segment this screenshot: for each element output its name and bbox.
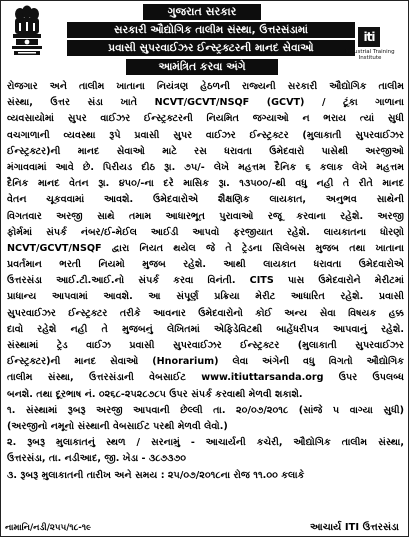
- body-line: દૈનિક માનદ વેતન રૂા. ૪૫૦/-ના દરે માસિક રૂા. ૧૩૫૦૦/-થી વધુ નહી તે રીતે માનદ: [7, 178, 404, 190]
- reference-number: નામાનિ/નડી/૨૫૫/૧૮-૧૯: [5, 523, 92, 533]
- body-line: વિગતવાર અરજી સાથે તમામ આધારભૂત પુરાવાઓ રજૂ કરવાના રહેશે. અરજી: [7, 210, 404, 222]
- notice-body: [7, 79, 404, 484]
- invitation-title: આમંત્રિત કરવા અંગે: [126, 59, 278, 75]
- signatory: આચાર્ય ITI ઉત્તરસંડા: [310, 522, 399, 533]
- body-line: NCVT/GCVT/NSQF દ્વારા નિયત થયેલ જે તે ટ્રેડના સિલેબસ મુજબ તથા ખાતાના: [7, 242, 404, 254]
- government-title: ગુજરાત સરકાર: [143, 4, 261, 20]
- subject-title: પ્રવાસી સુપરવાઈઝર ઈન્સ્ટ્રક્ટરની માનદ સેવાઓ: [67, 40, 355, 56]
- body-line: દાવો રહેશે નહી તે મુજબનું લેખિતમાં એફિડેવિટથી બાહેંધરીપત્ર આપવાનું રહેશે.: [7, 323, 404, 335]
- form-note-line: (અરજીનો નમૂનો સંસ્થાની વેબસાઈટ પરથી મેળવી લેવો.): [7, 420, 228, 432]
- deadline-line: ૧. સંસ્થામાં રૂબરૂ અરજી આપવાની છેલ્લી તા. ૨૦/૦૭/૨૦૧૮ (સાંજે ૫ વાગ્યા સુધી): [7, 404, 404, 416]
- body-line: ઉત્તરસંડા આઈ.ટી.આઈ.નો સંપર્ક કરવા વિનંતી. CITS પાસ ઉમેદવારોને મેરીટમાં: [7, 275, 404, 287]
- institute-title: સરકારી ઔદ્યોગિક તાલીમ સંસ્થા, ઉત્તરસંડામાં: [67, 22, 355, 38]
- body-line: ઈન્સ્ટ્રક્ટર)ની માનદ સેવાઓ માટે રસ ધરાવતા ઉમેદવારો પાસેથી અરજીઓ: [7, 145, 404, 157]
- body-line: વ્યવસાયોમાં સુપર વાઈઝર ઈન્સ્ટ્રક્ટરની નિયમિત જગ્યાઓ ન ભરાય ત્યાં સુધી: [7, 113, 404, 125]
- ashoka-emblem-icon: [7, 5, 47, 57]
- iti-logo: [340, 27, 400, 61]
- iti-logo-mark: iti: [358, 27, 380, 47]
- body-line: વેતન ચૂકવવામાં આવશે. ઉમેદવારોએ શૈક્ષણિક લાયકાત, અનુભવ સાથેની: [7, 194, 404, 206]
- phone-line: બનશે. તથા દૂરભાષ નં. ૦૨૬૮-૨૫૨૮૭૮૫ ઉપર સંપર્ક કરવાથી મેળવી શકાશે.: [7, 388, 303, 400]
- body-line: સુપરવાઈઝર ઈન્સ્ટ્રક્ટર તરીકે આવનાર ઉમેદવારોનો કોઈ અન્ય સેવા વિષયક હક્ક: [7, 307, 404, 319]
- body-line: પ્રવર્તમાન ભરતી નિયમો મુજબ રહેશે. આથી લાયકાત ધરાવતા ઉમેદવારોએ: [7, 259, 404, 271]
- body-line: સંસ્થામાં ટ્રેડ વાઈઝ પ્રવાસી સુપરવાઈઝર ઈન્સ્ટ્રક્ટર (મુલાકાતી સુપરવાઈઝર: [7, 340, 404, 351]
- body-line: મંગાવવામાં આવે છે. પિરીયડ દીઠ રૂા. ૭૫/- લેખે મહત્તમ દૈનિક ૬ કલાક લેખે મહત્તમ: [7, 161, 404, 173]
- website-line: તાલીમ સંસ્થા, ઉત્તરસંડાની વેબસાઈટ www.itiuttarsanda.org ઉપર ઉપલબ્ધ: [7, 372, 404, 384]
- body-line: ફોર્મમાં સંપર્ક નંબર/ઈ-મેઈલ આઈડી આપવો ફરજીયાત રહેશે. લાયકાતના ધોરણો: [7, 226, 404, 238]
- venue-line: ૨. રૂબરૂ મુલાકાતનું સ્થળ / સરનામું - આચાર્યની કચેરી, ઔદ્યોગિક તાલીમ સંસ્થા,: [7, 437, 404, 449]
- body-line: વચગાળાની વ્યવસ્થા રૂપે પ્રવાસી સુપર વાઈઝર ઈન્સ્ટ્રક્ટર (મુલાકાતી સુપરવાઈઝર: [7, 129, 404, 141]
- body-line: રોજગાર અને તાલીમ ખાતાના નિયંત્રણ હેઠળની રાજ્યની સરકારી ઔદ્યોગિક તાલીમ: [7, 81, 404, 92]
- notice-footer: [5, 521, 405, 535]
- interview-date-line: ૩. રૂબરૂ મુલાકાતની તારીખ અને સમય : ૨૫/૦૭/૨૦૧૮ના રોજ ૧૧.૦૦ કલાકે: [7, 469, 305, 481]
- iti-logo-caption: Industrial Training Institute: [345, 49, 395, 61]
- body-line: સંસ્થા, ઉત્તર સંડા ખાતે NCVT/GCVT/NSQF (GCVT) / ટૂંકા ગાળાના: [7, 97, 404, 109]
- address-line: ઉત્તરસંડા, તા. નડીઆદ, જી. ખેડા - ૩૮૭૩૭૦: [7, 453, 187, 465]
- body-line: પ્રાધાન્ય આપવામાં આવશે. આ સંપૂર્ણ પ્રક્રિયા મેરીટ આધારિત રહેશે. પ્રવાસી: [7, 291, 404, 303]
- body-line: ઈન્સ્ટ્રક્ટર)ની માનદ સેવાઓ (Hnorarium) લેવા અંગેની વધુ વિગતો ઔદ્યોગિક: [7, 356, 404, 368]
